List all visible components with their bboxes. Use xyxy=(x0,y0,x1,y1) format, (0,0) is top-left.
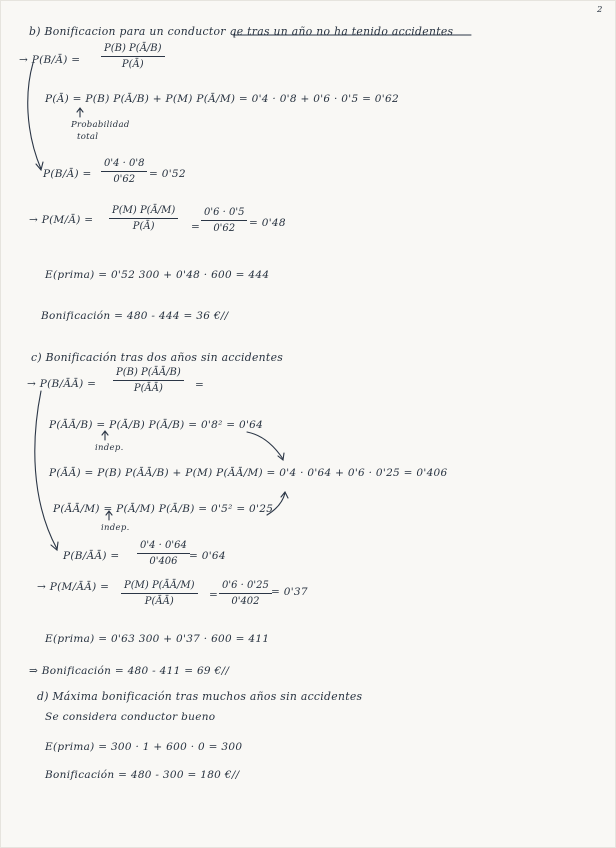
page-number: 2 xyxy=(597,5,603,15)
section-b-expected-premium: E(prima) = 0'52 300 + 0'48 · 600 = 444 xyxy=(45,269,270,281)
section-b-pb-result: = 0'52 xyxy=(149,168,186,180)
fraction-numerator: 0'4 · 0'8 xyxy=(101,158,147,172)
section-b-bayes-lhs: → P(B/Ā) = xyxy=(19,54,81,66)
section-c-pm-eq: = xyxy=(209,589,219,601)
section-c-pm-result: = 0'37 xyxy=(271,586,308,598)
section-d-bonus: Bonificación = 480 - 300 = 180 €// xyxy=(45,769,240,781)
section-c-indep-arrow-1 xyxy=(102,431,108,440)
section-d-expected-premium: E(prima) = 300 · 1 + 600 · 0 = 300 xyxy=(45,741,243,753)
fraction-denominator: P(ĀĀ) xyxy=(144,596,174,607)
fraction-denominator: 0'62 xyxy=(113,174,136,185)
section-c-pm-lhs: → P(M/ĀĀ) = xyxy=(37,581,110,593)
section-b-total-note-arrow xyxy=(77,108,83,117)
section-b-pm-result: = 0'48 xyxy=(249,217,286,229)
fraction-numerator: P(M) P(ĀĀ/M) xyxy=(121,580,198,594)
section-c-expected-premium: E(prima) = 0'63 300 + 0'37 · 600 = 411 xyxy=(45,633,270,645)
section-b-pb-lhs: P(B/Ā) = xyxy=(43,168,92,180)
section-c-cond-b: P(ĀĀ/B) = P(Ā/B) P(Ā/B) = 0'8² = 0'64 xyxy=(49,419,264,431)
section-c-total-probability: P(ĀĀ) = P(B) P(ĀĀ/B) + P(M) P(ĀĀ/M) = 0'4 · 0'64 + 0'6 · 0'25 = 0'406 xyxy=(49,467,448,479)
section-b-pb-fraction xyxy=(101,158,147,186)
section-c-title: c) Bonificación tras dos años sin accidentes xyxy=(31,351,284,364)
fraction-denominator: P(ĀĀ) xyxy=(133,383,163,394)
section-c-cond-m: P(ĀĀ/M) = P(Ā/M) P(Ā/B) = 0'5² = 0'25 xyxy=(53,503,274,515)
section-b-total-note-line1: Probabilidad xyxy=(71,120,130,130)
section-b-bracket-arrowhead xyxy=(36,162,43,170)
section-c-bayes-lhs: → P(B/ĀĀ) = xyxy=(27,378,97,390)
fraction-numerator: P(B) P(ĀĀ/B) xyxy=(113,367,184,381)
fraction-denominator: P(Ā) xyxy=(121,59,144,70)
section-b-pm-numeric-fraction xyxy=(201,207,247,235)
section-c-pb-lhs: P(B/ĀĀ) = xyxy=(63,550,120,562)
fraction-denominator: 0'62 xyxy=(213,223,236,234)
section-c-pm-numeric-fraction xyxy=(219,580,272,608)
section-b-bonus: Bonificación = 480 - 444 = 36 €// xyxy=(41,310,229,322)
section-d-title: d) Máxima bonificación tras muchos años sin accidentes xyxy=(37,690,363,703)
fraction-numerator: P(M) P(Ā/M) xyxy=(109,205,178,219)
section-b-pm-lhs: → P(M/Ā) = xyxy=(29,214,94,226)
section-b-total-probability: P(Ā) = P(B) P(Ā/B) + P(M) P(Ā/M) = 0'4 · 0'8 + 0'6 · 0'5 = 0'62 xyxy=(45,93,399,105)
section-c-indep-note-1: indep. xyxy=(95,443,124,453)
fraction-denominator: 0'402 xyxy=(231,596,260,607)
section-c-link-arrow-down xyxy=(247,432,283,459)
section-b-title: b) Bonificacion para un conductor qe tras un año no ha tenido accidentes xyxy=(29,25,454,38)
section-c-link-arrow-down-head xyxy=(278,453,284,460)
section-d-note: Se considera conductor bueno xyxy=(45,711,216,723)
section-b-bayes-fraction xyxy=(101,43,165,71)
section-c-bracket-arrowhead xyxy=(51,542,58,550)
section-c-link-arrow-up-head xyxy=(281,492,288,498)
section-c-bonus: ⇒ Bonificación = 480 - 411 = 69 €// xyxy=(29,665,230,677)
section-b-pm-eq: = xyxy=(191,221,201,233)
fraction-numerator: P(B) P(Ā/B) xyxy=(101,43,165,57)
section-c-bayes-fraction xyxy=(113,367,184,395)
section-c-bayes-trail: = xyxy=(195,379,205,391)
fraction-denominator: P(Ā) xyxy=(132,221,155,232)
section-c-pb-fraction xyxy=(137,540,190,568)
section-c-indep-note-2: indep. xyxy=(101,523,130,533)
section-b-total-note-line2: total xyxy=(77,132,99,142)
fraction-denominator: 0'406 xyxy=(149,556,178,567)
fraction-numerator: 0'6 · 0'5 xyxy=(201,207,247,221)
section-c-pb-result: = 0'64 xyxy=(189,550,226,562)
fraction-numerator: 0'6 · 0'25 xyxy=(219,580,272,594)
section-b-pm-fraction xyxy=(109,205,178,233)
section-b-bracket xyxy=(28,63,41,169)
section-c-pm-fraction xyxy=(121,580,198,608)
fraction-numerator: 0'4 · 0'64 xyxy=(137,540,190,554)
